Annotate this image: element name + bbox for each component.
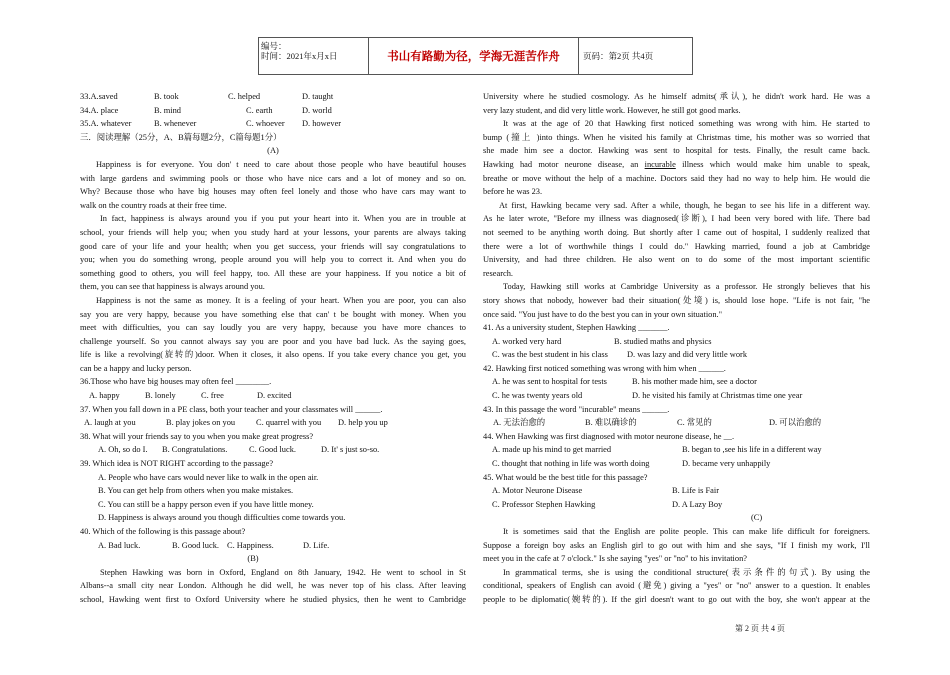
question-36: 36.Those who have big houses may often feel ________. bbox=[80, 377, 272, 387]
page-header bbox=[258, 37, 693, 75]
option: C. 常见的 bbox=[677, 418, 712, 428]
option: C. he was twenty years old bbox=[492, 391, 583, 401]
text-line: school, your friends will help you; when you study hard at your lessons, your parents are always taking bbox=[80, 227, 466, 237]
option: B. his mother made him, see a doctor bbox=[632, 377, 757, 387]
passage-c-paragraph-2 bbox=[483, 566, 870, 607]
question-44-options bbox=[483, 443, 870, 457]
option: D. taught bbox=[302, 92, 334, 101]
option: A. worked very hard bbox=[492, 336, 562, 346]
question-44: 44. When Hawking was first diagnosed with motor neurone disease, he __. bbox=[483, 431, 735, 441]
question-45-options-2 bbox=[483, 498, 870, 512]
text-line: there were a lot of worthwhile things I could do." Hawking married, found a job at Cambridge bbox=[483, 241, 870, 251]
text-line: Happiness is not the same as money. It is a feeling of your heart. When you are poor, you can also bbox=[96, 295, 466, 305]
option: A. 无法治愈的 bbox=[493, 418, 546, 428]
question-41-options-2 bbox=[483, 348, 870, 362]
option: A. Oh, so do I. bbox=[98, 445, 148, 455]
option: C. free bbox=[201, 391, 224, 401]
text-line: University, and had three children. He also went on to do some of the most important scientific bbox=[483, 255, 870, 265]
option: B. mind bbox=[154, 105, 181, 115]
question-44-options-2 bbox=[483, 457, 870, 471]
text-line: with large gardens and swimming pools or those who have nice cars and a lot of money and so on. bbox=[80, 173, 466, 183]
header-motto: 书山有路勤为径，学海无涯苦作舟 bbox=[369, 38, 579, 74]
option: B. Life is Fair bbox=[672, 486, 719, 496]
option: D. It' s just so-so. bbox=[321, 445, 380, 455]
question-38-options bbox=[80, 443, 466, 457]
option: B. Congratulations. bbox=[162, 445, 228, 455]
passage-a-paragraph-3 bbox=[80, 294, 466, 376]
text-line: meet with difficulties, you can say loudly you are very happy, because you have more chances to bbox=[80, 323, 466, 333]
option: C. You can still be a happy person even if you have little money. bbox=[98, 499, 314, 509]
passage-c-paragraph-1 bbox=[483, 525, 870, 566]
text-line: University where he studied cosmology. As he himself admits(承认), he didn't work hard. He was a bbox=[483, 92, 870, 101]
underlined-word: incurable bbox=[644, 159, 676, 169]
option: A. People who have cars would never like to walk in the open air. bbox=[98, 472, 319, 482]
question-43: 43. In this passage the word "incurable" means ______. bbox=[483, 404, 670, 414]
question-41-options bbox=[483, 335, 870, 349]
option: D. was lazy and did very little work bbox=[627, 350, 748, 360]
text-line: once said. "You just have to do the best you can in your own situation." bbox=[483, 309, 723, 319]
text-line: It was at the age of 20 that Hawking first noticed something was wrong with him. He started to bbox=[503, 119, 870, 129]
text-line: she made him see a doctor. Hawking was sent to hospital for tests. Finally, the result came back. bbox=[483, 146, 870, 156]
text-line: very lazy student, and did very little work. However, he still got good marks. bbox=[483, 105, 741, 115]
text-line: them, you can see that happiness is always around you. bbox=[80, 282, 265, 292]
text-line: It is sometimes said that the English are polite people. This can make life difficult for foreigners. bbox=[503, 527, 870, 536]
section-heading: 三．阅读理解（25分，A、B篇每题2分，C篇每题1分） bbox=[80, 132, 282, 142]
option: B. whenever bbox=[154, 119, 197, 129]
text-line: Stephen Hawking was born in Oxford, England on 8th January, 1942. He went to school in St bbox=[100, 567, 466, 577]
passage-b-paragraph-4 bbox=[483, 280, 870, 321]
text-line: not seemed to be anything worth doing. But shortly after I came out of hospital, I suddenly realized that bbox=[483, 227, 870, 237]
question-40: 40. Which of the following is this passage about? bbox=[80, 527, 246, 536]
time-label: 时间：2021年x月x日 bbox=[261, 51, 338, 61]
option: D. 可以治愈的 bbox=[769, 418, 822, 428]
option: A. Bad luck. bbox=[98, 540, 141, 550]
option: D. world bbox=[302, 105, 332, 115]
option: B. You can get help from others when you make mistakes. bbox=[98, 486, 294, 496]
text-line: Albans--a small city near London. Although he did well, he was never top of his class. After leaving bbox=[80, 581, 466, 591]
option: B. Good luck. bbox=[172, 540, 219, 550]
text-line: story shows that nobody, however bad their situation(处境) is, should lose hope. "Life is not fair, "he bbox=[483, 295, 870, 305]
question-39: 39. Which idea is NOT RIGHT according to the passage? bbox=[80, 459, 274, 469]
text-line: life is like a revolving(旋转的)door. When it closes, it also opens. If you take every chance you get, you bbox=[80, 350, 466, 360]
page-number-label: 页码：第2页 共4页 bbox=[583, 51, 654, 61]
text-line: people to be diplomatic(婉转的). If the girl doesn't want to go out with the boy, she won't appear at the bbox=[483, 594, 870, 604]
passage-a-heading: (A) bbox=[267, 146, 279, 156]
text-line: Why? Because those who have big houses may often feel lonely and those who have cars may want to bbox=[80, 187, 466, 197]
option: D. help you up bbox=[338, 418, 388, 428]
passage-b-heading: (B) bbox=[247, 554, 259, 564]
option: C. whoever bbox=[246, 119, 285, 129]
header-meta bbox=[259, 38, 369, 74]
passage-a-paragraph-1 bbox=[80, 158, 466, 212]
option: D. became very unhappily bbox=[682, 459, 771, 469]
question-45-options bbox=[483, 484, 870, 498]
passage-b-paragraph-3 bbox=[483, 199, 870, 281]
question-38: 38. What will your friends say to you when you make great progress? bbox=[80, 431, 314, 441]
option: B. took bbox=[154, 92, 179, 101]
text-line: As he later wrote, "Before my illness was diagnosed(诊断), I had been very bored with life. There bad bbox=[483, 214, 870, 224]
question-45: 45. What would be the best title for this passage? bbox=[483, 472, 648, 482]
text-segment: Hawking had motor neurone disease, an bbox=[483, 159, 639, 169]
text-line: At first, Hawking became very sad. After a while, though, he began to see his life in a different way. bbox=[499, 200, 870, 210]
option: B. play jokes on you bbox=[166, 418, 236, 428]
option: A. made up his mind to get married bbox=[492, 445, 612, 455]
text-line: Suppose a foreign boy asks an English girl to go out with him and she says, "If I finish my work, I'll bbox=[483, 540, 870, 550]
question-42-options bbox=[483, 375, 870, 389]
text-line: In grammatical terms, she is using the conditional structure(表示条件的句式). By using the bbox=[503, 567, 870, 577]
number-label: 编号： bbox=[261, 41, 287, 51]
text-line: school, Hawking went first to Oxford University where he studied physics, then he went to Cambridge bbox=[80, 594, 466, 604]
option: 34.A. place bbox=[80, 105, 119, 115]
option: D. however bbox=[302, 119, 342, 129]
option: B. lonely bbox=[145, 391, 176, 401]
passage-b-paragraph-1 bbox=[80, 566, 466, 607]
question-37-options bbox=[80, 416, 466, 430]
option: 35.A. whatever bbox=[80, 119, 132, 129]
option: C. quarrel with you bbox=[256, 418, 322, 428]
text-line: challenge yourself. So you cannot always say you are poor and you have bad luck. As the saying goes, bbox=[80, 336, 466, 346]
question-42: 42. Hawking first noticed something was wrong with him when ______. bbox=[483, 363, 726, 373]
text-line: Today, Hawking still works at Cambridge University as a professor. He strongly believes that his bbox=[503, 282, 870, 292]
text-line: can be a happy and lucky person. bbox=[80, 363, 192, 373]
passage-a-paragraph-2 bbox=[80, 212, 466, 294]
option: B. 难以确诊的 bbox=[585, 418, 637, 428]
option: A. happy bbox=[89, 391, 120, 401]
text-line: meet you in the cafe at 7 o'clock." Is she saying "yes" or "no" to his invitation? bbox=[483, 554, 747, 564]
text-line: something good to others, you will feel happy, too. All these are your happiness. If you notice a bit of bbox=[80, 268, 466, 278]
text-line: research. bbox=[483, 268, 513, 278]
question-42-options-2 bbox=[483, 389, 870, 403]
question-36-options bbox=[80, 389, 466, 403]
passage-c-heading: (C) bbox=[751, 513, 763, 523]
option: C. thought that nothing in life was worth doing bbox=[492, 459, 650, 469]
option: A. Motor Neurone Disease bbox=[492, 486, 583, 496]
text-line: conditional, speakers of English can avoid (避免) giving a "yes" or "no" answer to a question. It enables bbox=[483, 581, 870, 591]
question-33 bbox=[80, 90, 466, 104]
option: B. began to ,see his life in a different way bbox=[682, 445, 822, 455]
option: 33.A.saved bbox=[80, 92, 118, 101]
option: C. helped bbox=[228, 92, 261, 101]
option: D. excited bbox=[257, 391, 292, 401]
page-footer: 第 2 页 共 4 页 bbox=[735, 624, 785, 633]
option: D. A Lazy Boy bbox=[672, 499, 723, 509]
option: C. Good luck. bbox=[249, 445, 296, 455]
option: B. studied maths and physics bbox=[614, 336, 712, 346]
option: D. Life. bbox=[303, 540, 330, 550]
text-line: breathe or move without the help of a machine. Doctors said they had no way to help him. He would die bbox=[483, 173, 870, 183]
option: D. Happiness is always around you though difficulties come towards you. bbox=[98, 513, 346, 523]
text-line: bump (撞上 )into things. When he visited his family at Christmas time, his mother was so worried that bbox=[483, 132, 870, 142]
question-40-options bbox=[80, 539, 466, 553]
text-line: good care of your life and your health; when you get success, your friends will say congratulations to bbox=[80, 241, 466, 251]
question-35 bbox=[80, 117, 466, 131]
text-segment: illness which would make him unable to speak, bbox=[682, 159, 870, 169]
option: C. was the best student in his class bbox=[492, 350, 608, 360]
question-34 bbox=[80, 104, 466, 118]
option: A. he was sent to hospital for tests bbox=[492, 377, 607, 387]
option: C. Happiness. bbox=[227, 540, 274, 550]
text-line: In fact, happiness is always around you if you put your heart into it. When you are in trouble at bbox=[100, 214, 466, 224]
text-line: before he was 23. bbox=[483, 187, 543, 197]
text-line: you; when you do something wrong, people around you will help you to correct it. And when you do bbox=[80, 255, 466, 265]
text-line bbox=[483, 158, 870, 172]
option: D. he visited his family at Christmas time one year bbox=[632, 391, 803, 401]
option: A. laugh at you bbox=[84, 418, 136, 428]
question-37: 37. When you fall down in a PE class, both your teacher and your classmates will ______. bbox=[80, 404, 383, 414]
question-43-options bbox=[483, 416, 870, 430]
text-line: say you are very happy, because you have something else that can' t be bought with money. When you bbox=[80, 309, 466, 319]
option: C. Professor Stephen Hawking bbox=[492, 499, 596, 509]
passage-b-paragraph-2 bbox=[483, 117, 870, 199]
text-line: walk on the country roads at their free time. bbox=[80, 200, 227, 210]
option: C. earth bbox=[246, 105, 273, 115]
left-column bbox=[80, 90, 466, 607]
question-41: 41. As a university student, Stephen Hawking _______. bbox=[483, 323, 670, 333]
right-column bbox=[483, 90, 870, 607]
text-line: Happiness is for everyone. You don' t need to care about those people who have beautiful houses bbox=[96, 159, 466, 169]
